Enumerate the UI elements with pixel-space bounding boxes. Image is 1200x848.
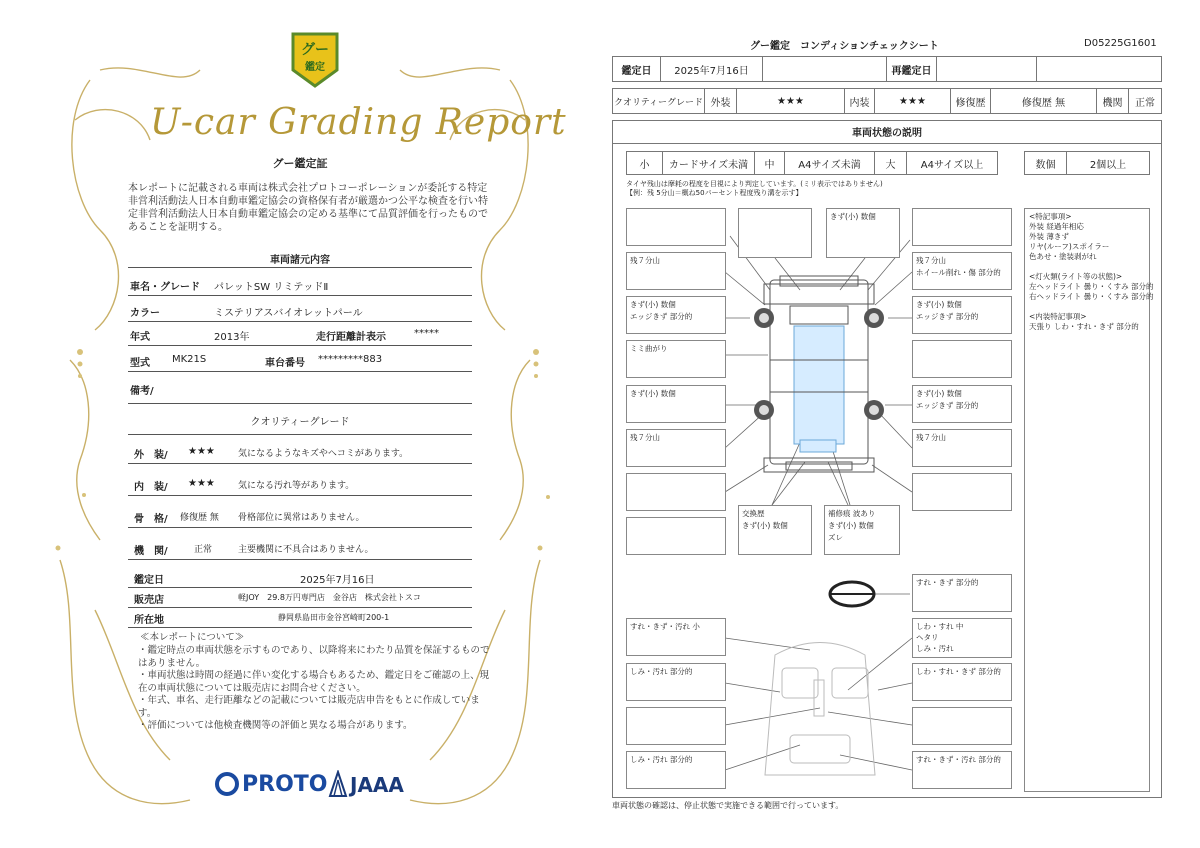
q-engine-label: 機 関/ xyxy=(134,546,168,557)
ext-l2b-text: エッジきず 部分的 xyxy=(630,312,693,321)
int-l4-text: しみ・汚れ 部分的 xyxy=(630,755,693,764)
q-engine-value: 正常 xyxy=(194,545,213,555)
proto-logo-icon xyxy=(215,772,239,796)
ext-box-r2 xyxy=(912,296,1012,334)
ext-r1a-text: 残７分山 xyxy=(916,256,946,265)
tire-note-1: タイヤ残山は摩耗の程度を目視により判定しています。(ミリ表示ではありません) xyxy=(626,180,883,188)
int-steer-text: すれ・きず 部分的 xyxy=(916,578,979,587)
spec-divider xyxy=(128,267,472,268)
model-value: MK21S xyxy=(172,354,207,365)
int-l1-text: すれ・きず・汚れ 小 xyxy=(630,622,700,631)
shop-row xyxy=(128,588,472,608)
ext-b2a-text: 補修痕 波あり xyxy=(828,509,876,518)
special-title: <特記事項> xyxy=(1029,212,1072,221)
q-ext-label: 外 装/ xyxy=(134,450,168,461)
address-value: 静岡県島田市金谷宮崎町200-1 xyxy=(278,613,390,622)
spec-row-remarks xyxy=(128,376,472,404)
date-row xyxy=(128,566,472,588)
model-label: 型式 xyxy=(130,358,150,369)
ext-box-top-right xyxy=(912,208,1012,246)
light-2: 右ヘッドライト 曇り・くすみ 部分的 xyxy=(1029,292,1154,301)
ext-box-r5 xyxy=(912,429,1012,467)
int-box-r1 xyxy=(912,618,1012,658)
special-1: 外装 経過年相応 xyxy=(1029,222,1084,231)
interior-1: 天張り しわ・すれ・きず 部分的 xyxy=(1029,322,1139,331)
quality-section-title: クオリティーグレード xyxy=(250,417,350,428)
ext-l3-text: ミミ曲がり xyxy=(630,344,668,353)
ext-box-r3 xyxy=(912,340,1012,378)
ext-box-l1 xyxy=(626,252,726,290)
q-engine-desc: 主要機関に不具合はありません。 xyxy=(238,545,374,555)
notes-title: ≪本レポートについて≫ xyxy=(140,632,245,643)
section-title: 車両状態の説明 xyxy=(612,120,1162,144)
ext-box-l3 xyxy=(626,340,726,378)
name-value: パレットSW リミテッドⅡ xyxy=(214,282,329,293)
doc-id: D05225G1601 xyxy=(1084,38,1157,49)
badge-top-text: グー xyxy=(301,42,329,58)
ext-box-l4 xyxy=(626,385,726,423)
size-l-desc: A4サイズ以上 xyxy=(920,159,984,171)
color-label: カラー xyxy=(130,308,160,319)
name-label: 車名・グレード xyxy=(130,282,200,293)
light-1: 左ヘッドライト 曇り・くすみ 部分的 xyxy=(1029,282,1154,291)
note-2: ・車両状態は時間の経過に伴い変化する場合もあるため、鑑定日をご確認の上、現在の車両状態については販売店にお問合せください。 xyxy=(138,670,490,694)
chassis-value: *********883 xyxy=(318,354,383,365)
ext-box-l5 xyxy=(626,429,726,467)
light-title: <灯火類(ライト等の状態)> xyxy=(1029,272,1123,281)
mileage-value: ***** xyxy=(414,328,439,339)
spec-row-name xyxy=(128,272,472,296)
int-box-r3 xyxy=(912,707,1012,745)
r-date-label: 鑑定日 xyxy=(613,57,661,81)
int-r4-text: すれ・きず・汚れ 部分的 xyxy=(916,755,1001,764)
int-r1c-text: しみ・汚れ xyxy=(916,644,954,653)
note-1: ・鑑定時点の車両状態を示すものであり、以降将来にわたり品質を保証するものではありません。 xyxy=(138,645,490,669)
engine-label: 機関 xyxy=(1097,89,1129,113)
note-4: ・評価については他検査機関等の評価と異なる場合があります。 xyxy=(138,720,413,731)
count-value: 2個以上 xyxy=(1089,159,1127,171)
ext-box-r4 xyxy=(912,385,1012,423)
footer-note: 車両状態の確認は、停止状態で実施できる範囲で行っています。 xyxy=(612,801,844,810)
ext-l1-text: 残７分山 xyxy=(630,256,660,265)
engine-value: 正常 xyxy=(1135,97,1155,109)
jaaa-logo-text: JAAA xyxy=(350,773,404,797)
int-box-r4 xyxy=(912,751,1012,789)
quality-row-exterior xyxy=(128,440,472,464)
certificate-subtitle: グー鑑定証 xyxy=(272,157,328,170)
redate-label: 再鑑定日 xyxy=(887,57,937,81)
q-frame-label: 骨 格/ xyxy=(134,514,168,525)
q-ext-value: ★★★ xyxy=(188,446,215,457)
q-frame-value: 修復歴 無 xyxy=(180,513,219,523)
special-2: 外装 薄きず xyxy=(1029,232,1069,241)
intro-paragraph: 本レポートに記載される車両は株式会社プロトコーポレーションが委託する特定非営利活動法人日本自動車鑑定協会の資格保有者が厳選かつ公平な検査を行い特定非営利活動法人日本自動車鑑定協会の定める基準にて品質評価を行ったものであることを証明する。 xyxy=(128,183,488,233)
quality-row-engine xyxy=(128,536,472,560)
year-value: 2013年 xyxy=(214,332,250,343)
year-label: 年式 xyxy=(130,332,150,343)
int-box-l4 xyxy=(626,751,726,789)
ext-l4-text: きず(小) 数個 xyxy=(630,389,676,398)
ext-box-bottom-right xyxy=(824,505,900,555)
int-box-l3 xyxy=(626,707,726,745)
ext-b2b-text: きず(小) 数個 xyxy=(828,521,874,530)
ext-box-l7 xyxy=(626,517,726,555)
size-m-desc: A4サイズ未満 xyxy=(785,152,875,174)
note-3: ・年式、車名、走行距離などの記載については販売店申告をもとに作成しています。 xyxy=(138,695,480,719)
int-r2-text: しわ・すれ・きず 部分的 xyxy=(916,667,1001,676)
proto-logo-text: PROTO xyxy=(242,772,328,797)
ext-r2b-text: エッジきず 部分的 xyxy=(916,312,979,321)
size-s: 小 xyxy=(627,152,663,174)
special-4: 色あせ・塗装剥がれ xyxy=(1029,252,1097,261)
ext-r5-text: 残７分山 xyxy=(916,433,946,442)
ext-box-l2 xyxy=(626,296,726,334)
spec-section-title: 車両諸元内容 xyxy=(270,255,330,266)
size-m: 中 xyxy=(755,152,785,174)
int-box-steering xyxy=(912,574,1012,612)
size-l: 大 xyxy=(875,152,907,174)
spec-row-year xyxy=(128,322,472,346)
ext-b2c-text: ズレ xyxy=(828,533,843,542)
size-s-desc: カードサイズ未満 xyxy=(663,152,755,174)
r-date-value: 2025年7月16日 xyxy=(661,57,763,81)
ext-box-r1 xyxy=(912,252,1012,290)
int-label: 内装 xyxy=(845,89,875,113)
repair-label: 修復歴 xyxy=(951,89,991,113)
ext-l2a-text: きず(小) 数個 xyxy=(630,300,676,309)
address-label: 所在地 xyxy=(134,615,164,626)
remarks-label: 備考/ xyxy=(130,386,154,397)
spec-row-color xyxy=(128,298,472,322)
ext-b1b-text: きず(小) 数個 xyxy=(742,521,788,530)
goo-kantei-badge xyxy=(289,30,341,90)
chassis-label: 車台番号 xyxy=(265,358,305,369)
quality-row-frame xyxy=(128,504,472,528)
ext-r4a-text: きず(小) 数個 xyxy=(916,389,962,398)
condition-check-sheet xyxy=(600,0,1200,848)
q-int-value: ★★★ xyxy=(188,478,215,489)
interior-title: <内装特記事項> xyxy=(1029,312,1087,321)
ext-box-top-mid xyxy=(738,208,812,258)
ext-box-top-center xyxy=(826,208,900,258)
color-value: ミステリアスバイオレットパール xyxy=(214,308,363,319)
quality-divider xyxy=(128,434,472,435)
report-title: U-car Grading Report xyxy=(150,102,567,143)
jaaa-logo-icon xyxy=(328,770,348,798)
shop-label: 販売店 xyxy=(134,595,164,606)
int-r1a-text: しわ・すれ 中 xyxy=(916,622,964,631)
address-row xyxy=(128,608,472,628)
int-value: ★★★ xyxy=(875,89,951,113)
int-l2-text: しみ・汚れ 部分的 xyxy=(630,667,693,676)
ext-r4b-text: エッジきず 部分的 xyxy=(916,401,979,410)
left-date-label: 鑑定日 xyxy=(134,575,164,586)
special-notes xyxy=(1024,208,1154,792)
spec-row-model xyxy=(128,348,472,372)
ext-value: ★★★ xyxy=(737,89,845,113)
grade-label: クオリティーグレード xyxy=(613,89,705,113)
int-r1b-text: ヘタリ xyxy=(916,633,939,642)
special-3: リヤ(ルーフ)スポイラー xyxy=(1029,242,1110,251)
repair-value: 修復歴 無 xyxy=(991,89,1097,113)
ext-r2a-text: きず(小) 数個 xyxy=(916,300,962,309)
int-box-l2 xyxy=(626,663,726,701)
q-int-desc: 気になる汚れ等があります。 xyxy=(238,481,355,491)
shop-value: 軽JOY 29.8万円専門店 金谷店 株式会社トスコ xyxy=(238,593,421,602)
int-box-r2 xyxy=(912,663,1012,701)
ext-b1a-text: 交換歴 xyxy=(742,509,765,518)
int-box-l1 xyxy=(626,618,726,656)
ext-box-top-left xyxy=(626,208,726,246)
q-frame-desc: 骨格部位に異常はありません。 xyxy=(238,513,365,523)
ext-box-r6 xyxy=(912,473,1012,511)
sheet-title: グー鑑定 コンディションチェックシート xyxy=(750,41,939,52)
q-ext-desc: 気になるようなキズやヘコミがあります。 xyxy=(238,449,409,459)
tire-note-2: 【例：残 5分山＝概ね50パーセント程度残り溝を示す】 xyxy=(626,189,803,197)
ext-l5-text: 残７分山 xyxy=(630,433,660,442)
ext-r1b-text: ホイール削れ・傷 部分的 xyxy=(916,268,1001,277)
ext-box-l6 xyxy=(626,473,726,511)
quality-row-interior xyxy=(128,472,472,496)
ext-label: 外装 xyxy=(705,89,737,113)
q-int-label: 内 装/ xyxy=(134,482,168,493)
ext-top-text: きず(小) 数個 xyxy=(830,212,876,221)
count-label: 数個 xyxy=(1025,152,1067,174)
badge-bottom-text: 鑑定 xyxy=(305,62,325,73)
left-date-value: 2025年7月16日 xyxy=(300,575,375,586)
mileage-label: 走行距離計表示 xyxy=(316,332,386,343)
ext-box-bottom-left xyxy=(738,505,812,555)
